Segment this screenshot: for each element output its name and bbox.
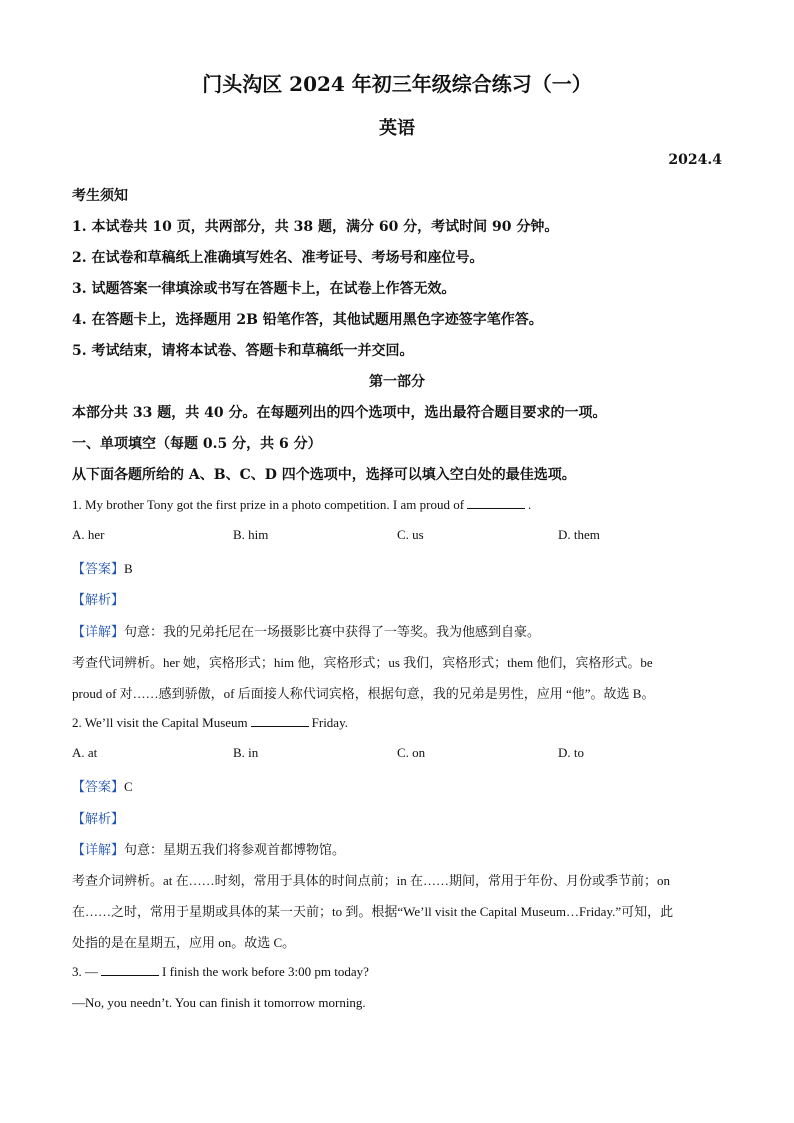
q2-option-d: D. to bbox=[558, 745, 584, 760]
notice-item: 3. 试题答案一律填涂或书写在答题卡上，在试卷上作答无效。 bbox=[72, 281, 456, 297]
q2-analysis-tag: 【解析】 bbox=[72, 811, 125, 826]
exam-subject: 英语 bbox=[379, 118, 415, 139]
notice-item: 5. 考试结束，请将本试卷、答题卡和草稿纸一并交回。 bbox=[72, 343, 414, 359]
notice-item: 1. 本试卷共 10 页，共两部分，共 38 题，满分 60 分，考试时间 90 分钟。 bbox=[72, 219, 559, 235]
q1-explanation-line: 考查代词辨析。her 她，宾格形式；him 他，宾格形式；us 我们，宾格形式；them 他们，宾格形式。be bbox=[72, 655, 653, 670]
q2-option-a: A. at bbox=[72, 745, 98, 760]
section-title: 一、单项填空（每题 0.5 分，共 6 分） bbox=[72, 436, 322, 452]
part-heading: 第一部分 bbox=[369, 374, 425, 390]
q1-answer: 【答案】B bbox=[72, 561, 133, 576]
q2-explanation-line: 在……之时，常用于星期或具体的某一天前；to 到。根据“We’ll visit the Capital Museum…Friday.”可知，此 bbox=[72, 904, 674, 919]
exam-date: 2024.4 bbox=[668, 152, 722, 168]
q2-answer: 【答案】C bbox=[72, 779, 133, 794]
q2-detail: 【详解】句意：星期五我们将参观首都博物馆。 bbox=[72, 842, 346, 857]
q2-explanation-line: 考查介词辨析。at 在……时刻，常用于具体的时间点前；in 在……期间，常用于年份、月份或季节前；on bbox=[72, 873, 670, 888]
q1-option-b: B. him bbox=[233, 527, 269, 542]
part-intro: 本部分共 33 题，共 40 分。在每题列出的四个选项中，选出最符合题目要求的一项。 bbox=[72, 405, 607, 421]
q1-option-d: D. them bbox=[558, 527, 600, 542]
question-2-stem: 2. We’ll visit the Capital Museum Friday. bbox=[72, 715, 348, 730]
q1-detail: 【详解】句意：我的兄弟托尼在一场摄影比赛中获得了一等奖。我为他感到自豪。 bbox=[72, 624, 541, 639]
notice-item: 2. 在试卷和草稿纸上准确填写姓名、准考证号、考场号和座位号。 bbox=[72, 250, 484, 266]
answer-blank bbox=[467, 496, 525, 509]
answer-blank bbox=[251, 714, 309, 727]
question-3-stem: 3. — I finish the work before 3:00 pm today? bbox=[72, 964, 369, 979]
question-3-reply: —No, you needn’t. You can finish it tomorrow morning. bbox=[72, 995, 366, 1010]
section-instruction: 从下面各题所给的 A、B、C、D 四个选项中，选择可以填入空白处的最佳选项。 bbox=[72, 467, 576, 483]
q1-option-c: C. us bbox=[397, 527, 424, 542]
question-1-stem: 1. My brother Tony got the first prize in a photo competition. I am proud of . bbox=[72, 497, 532, 512]
q2-option-c: C. on bbox=[397, 745, 426, 760]
q2-explanation-line: 处指的是在星期五，应用 on。故选 C。 bbox=[72, 935, 296, 950]
q1-option-a: A. her bbox=[72, 527, 105, 542]
q2-option-b: B. in bbox=[233, 745, 259, 760]
q1-analysis-tag: 【解析】 bbox=[72, 592, 125, 607]
exam-title: 门头沟区 2024 年初三年级综合练习（一） bbox=[202, 72, 592, 96]
notice-item: 4. 在答题卡上，选择题用 2B 铅笔作答，其他试题用黑色字迹签字笔作答。 bbox=[72, 312, 543, 328]
q1-explanation-line: proud of 对……感到骄傲，of 后面接人称代词宾格，根据句意，我的兄弟是男性，应用 “他”。故选 B。 bbox=[72, 686, 655, 701]
answer-blank bbox=[101, 963, 159, 976]
notice-heading: 考生须知 bbox=[72, 188, 128, 204]
